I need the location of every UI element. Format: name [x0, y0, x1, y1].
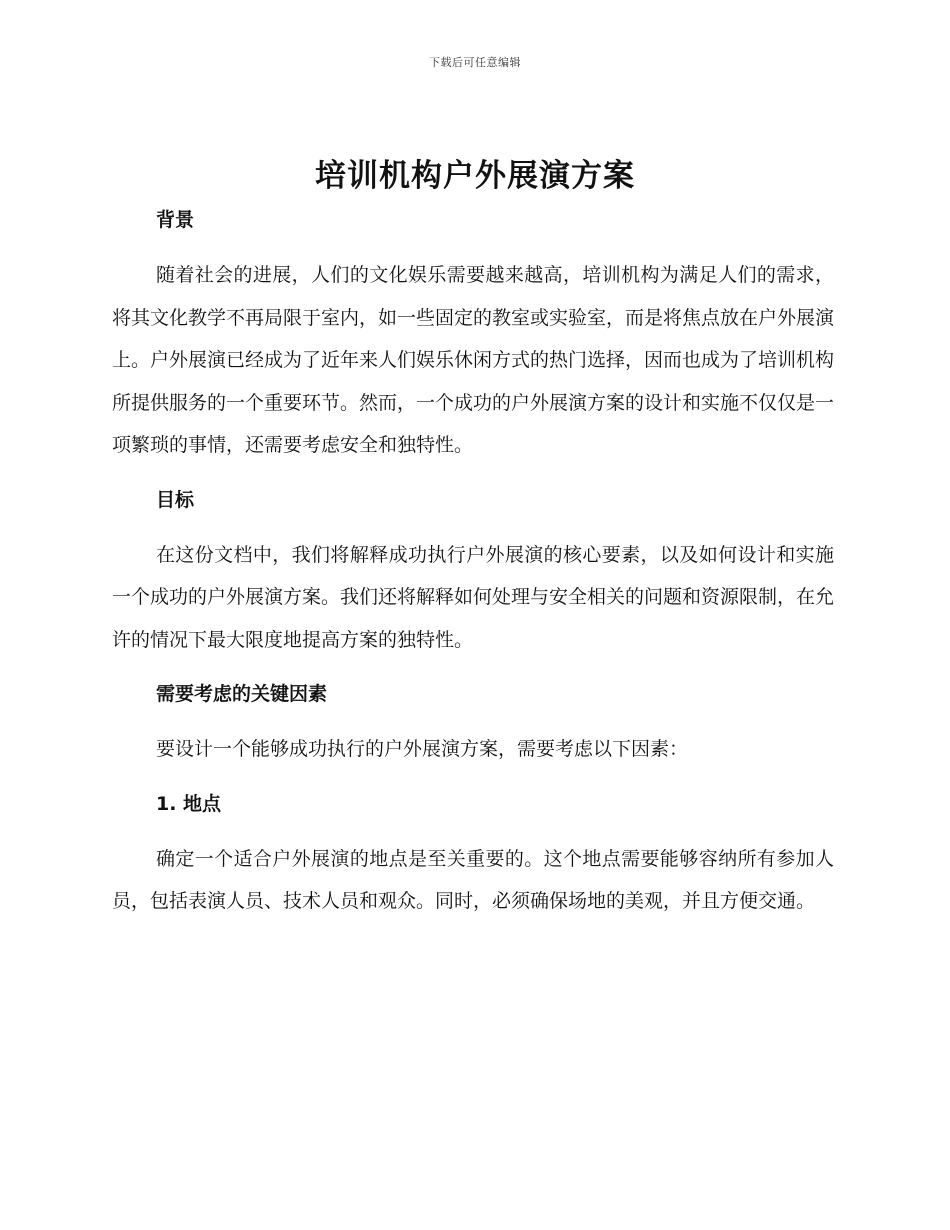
section-heading-key-factors: 需要考虑的关键因素 — [156, 683, 328, 705]
document-body — [112, 203, 834, 923]
section-heading-location: 1. 地点 — [156, 792, 222, 815]
section-heading-background: 背景 — [156, 209, 195, 231]
document-title: 培训机构户外展演方案 — [315, 158, 635, 194]
paragraph-location: 确定一个适合户外展演的地点是至关重要的。这个地点需要能够容纳所有参加人员，包括表演人员、技术人员和观众。同时，必须确保场地的美观，并且方便交通。 — [112, 847, 834, 912]
section-heading-goal: 目标 — [156, 488, 195, 511]
header-note: 下载后可任意编辑 — [429, 56, 521, 69]
paragraph-goal: 在这份文档中，我们将解释成功执行户外展演的核心要素，以及如何设计和实施一个成功的户外展演方案。我们还将解释如何处理与安全相关的问题和资源限制，在允许的情况下最大限度地提高方案的独特性。 — [112, 543, 835, 651]
paragraph-key-factors: 要设计一个能够成功执行的户外展演方案，需要考虑以下因素： — [156, 738, 689, 760]
paragraph-background: 随着社会的进展，人们的文化娱乐需要越来越高，培训机构为满足人们的需求，将其文化教学不再局限于室内，如一些固定的教室或实验室，而是将焦点放在户外展演上。户外展演已经成为了近年来人们娱乐休闲方式的热门选择，因而也成为了培训机构所提供服务的一个重要环节。然而，一个成功的户外展演方案的设计和实施不仅仅是一项繁琐的事情，还需要考虑安全和独特性。 — [112, 264, 835, 456]
